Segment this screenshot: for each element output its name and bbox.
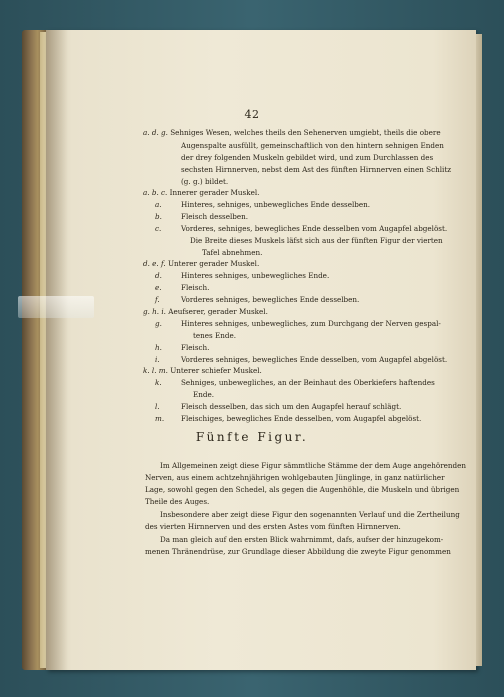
entry-text: Sehniges, unbewegliches, an der Beinhaut des Oberkiefers haftendes <box>181 378 435 387</box>
entry-text: Unterer gerader Muskel. <box>167 259 260 268</box>
entry-line <box>190 236 443 245</box>
entry-text: sechsten Hirnnerven, nebst dem Ast des fünften Hirnnerven einen Schlitz <box>181 165 451 174</box>
entry-label: m. <box>155 414 165 423</box>
entry-line <box>143 366 262 375</box>
entry-line <box>143 188 259 197</box>
entry-label: i. <box>155 355 160 364</box>
entry-line <box>155 283 209 292</box>
entry-text: Augenspalte ausfüllt, gemeinschaftlich von den hintern sehnigen Enden <box>181 141 444 150</box>
entry-text: Fleisch. <box>181 283 210 292</box>
entry-text: Fleischiges, bewegliches Ende desselben, vom Augapfel abgelöst. <box>181 414 422 423</box>
entry-line <box>181 177 228 186</box>
entry-line <box>155 343 209 352</box>
entry-text: Vorderes, sehniges, bewegliches Ende desselben vom Augapfel abgelöst. <box>181 224 448 233</box>
paragraph-line: Lage, sowohl gegen den Schedel, als gegen die Augenhöhle, die Muskeln und übrigen <box>145 485 460 494</box>
entry-text: Fleisch desselben. <box>181 212 249 221</box>
entry-line <box>155 212 248 221</box>
entry-text: Sehniges Wesen, welches theils den Sehenerven umgiebt, theils die obere <box>170 128 441 137</box>
entry-label: a. <box>155 200 162 209</box>
paragraph-line: menen Thränendrüse, zur Grundlage dieser Abbildung die zweyte Figur genommen <box>145 547 451 556</box>
entry-label: b. <box>155 212 162 221</box>
entry-line <box>155 402 401 411</box>
entry-text: Hinteres, sehniges, unbewegliches Ende desselben. <box>181 200 371 209</box>
entry-line <box>155 355 447 364</box>
entry-label: g. <box>155 319 162 328</box>
paragraph-line: Nerven, aus einem achtzehnjährigen wohlgebauten Jünglinge, in ganz natürlicher <box>145 473 445 482</box>
entry-line <box>155 271 329 280</box>
entry-label: k. l. m. <box>143 366 168 375</box>
entry-label: h. <box>155 343 162 352</box>
entry-line <box>143 259 259 268</box>
paragraph-line: Da man gleich auf den ersten Blick wahrnimmt, dafs, aufser der hinzugekom- <box>160 535 444 544</box>
entry-text: Hinteres sehniges, unbewegliches Ende. <box>181 271 330 280</box>
entry-line <box>155 319 441 328</box>
entry-label: g. h. i. <box>143 307 166 316</box>
entry-line <box>181 165 451 174</box>
entry-line <box>143 128 441 137</box>
entry-text: Fleisch desselben, das sich um den Augapfel herauf schlägt. <box>181 402 402 411</box>
entry-text: Vorderes sehniges, bewegliches Ende desselben, vom Augapfel abgelöst. <box>181 355 448 364</box>
entry-line <box>155 378 435 387</box>
entry-line <box>155 414 421 423</box>
entry-label: l. <box>155 402 160 411</box>
entry-line <box>181 141 444 150</box>
entry-text: Vorderes sehniges, bewegliches Ende desselben. <box>181 295 360 304</box>
paragraph-line: des vierten Hirnnerven und des ersten Astes vom fünften Hirnnerven. <box>145 522 401 531</box>
entry-line <box>202 248 262 257</box>
entry-text: tenes Ende. <box>193 331 237 340</box>
entry-line <box>193 331 236 340</box>
section-heading: Fünfte Figur. <box>195 430 309 444</box>
entry-line <box>193 390 214 399</box>
entry-text: Hinteres sehniges, unbewegliches, zum Durchgang der Nerven gespal- <box>181 319 441 328</box>
entry-line <box>155 200 370 209</box>
entry-label: f. <box>155 295 160 304</box>
paragraph-line: Insbesondere aber zeigt diese Figur den sogenannten Verlauf und die Zertheilung <box>160 510 460 519</box>
entry-text: Ende. <box>193 390 215 399</box>
entry-line <box>181 153 433 162</box>
entry-label: c. <box>155 224 162 233</box>
paragraph-line: Im Allgemeinen zeigt diese Figur sämmtliche Stämme der dem Auge angehörenden <box>160 461 467 470</box>
page-number: 42 <box>244 108 260 121</box>
entry-label: d. <box>155 271 162 280</box>
paragraph-line: Theile des Auges. <box>145 497 210 506</box>
entry-label: d. e. f. <box>143 259 166 268</box>
entry-text: Innerer gerader Muskel. <box>169 188 260 197</box>
entry-text: Die Breite dieses Muskels läfst sich aus der fünften Figur der vierten <box>190 236 443 245</box>
entry-text: Tafel abnehmen. <box>202 248 263 257</box>
entry-text: Fleisch. <box>181 343 210 352</box>
entry-text: Aeufserer, gerader Muskel. <box>168 307 268 316</box>
entry-text: Unterer schiefer Muskel. <box>170 366 262 375</box>
entry-label: a. d. g. <box>143 128 168 137</box>
entry-line <box>155 224 447 233</box>
entry-label: e. <box>155 283 162 292</box>
entry-line <box>143 307 268 316</box>
entry-label: k. <box>155 378 162 387</box>
entry-text: (g. g.) bildet. <box>181 177 229 186</box>
entry-line <box>155 295 359 304</box>
entry-label: a. b. c. <box>143 188 168 197</box>
entry-text: der drey folgenden Muskeln gebildet wird, und zum Durchlassen des <box>181 153 434 162</box>
